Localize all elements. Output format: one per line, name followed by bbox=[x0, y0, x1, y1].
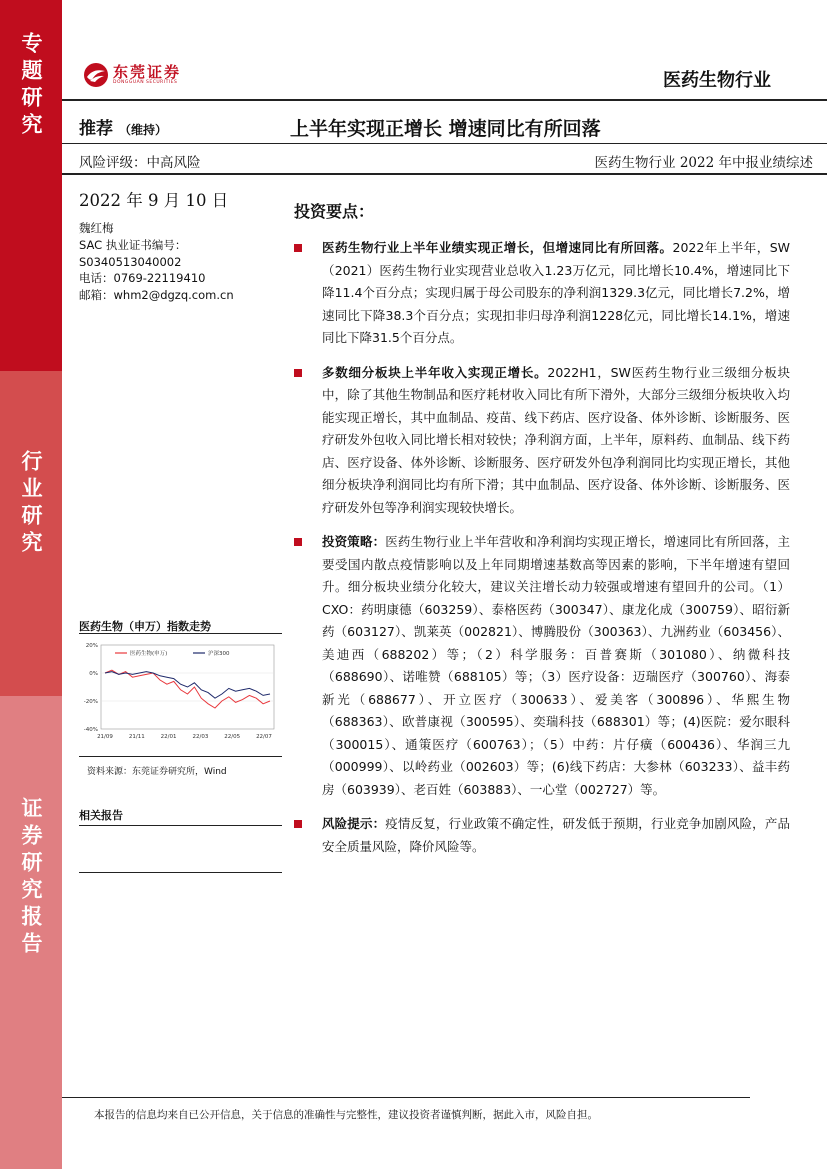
report-title: 上半年实现正增长 增速同比有所回落 bbox=[290, 118, 601, 140]
y-tick-label: 20% bbox=[85, 643, 98, 649]
legend-label: 医药生物(申万) bbox=[130, 651, 168, 657]
x-tick-label: 22/05 bbox=[224, 734, 241, 740]
analyst-info bbox=[79, 220, 234, 304]
industry-label: 医药生物行业 bbox=[663, 70, 771, 91]
side-label-industry: 行业研究 bbox=[19, 449, 43, 558]
x-tick-label: 21/09 bbox=[97, 734, 113, 740]
side-label-topic: 专题研究 bbox=[19, 31, 43, 140]
key-point-text: 2022年上半年，SW（2021）医药生物行业实现营业总收入1.23万亿元，同比增长10.4%，增速同比下降11.4个百分点；实现归属于母公司股东的净利润1329.3亿元，同比增长7.2%，增速同比下降38.3个百分点；实现扣非归母净利润1228亿元，同比增长14.1%，增速同比下降31.5个百分点。 bbox=[322, 240, 790, 345]
analyst-name: 魏红梅 bbox=[79, 221, 114, 235]
side-band-report bbox=[0, 696, 62, 1169]
analyst-phone: 电话：0769-22119410 bbox=[79, 271, 206, 286]
risk-rating: 风险评级：中高风险 bbox=[79, 155, 201, 171]
chart-title: 医药生物（申万）指数走势 bbox=[79, 620, 211, 633]
footer-divider bbox=[62, 1097, 750, 1098]
key-point-text: 疫情反复，行业政策不确定性，研发低于预期，行业竞争加剧风险，产品安全质量风险，降价风险等。 bbox=[322, 816, 790, 854]
rating-sub: （维持） bbox=[119, 123, 168, 137]
key-point-4 bbox=[322, 813, 790, 858]
rating-value: 推荐 bbox=[79, 119, 113, 139]
x-tick-label: 22/07 bbox=[256, 734, 272, 740]
title-divider bbox=[62, 143, 827, 144]
chart-top-rule bbox=[79, 633, 282, 634]
y-tick-label: -40% bbox=[83, 727, 98, 733]
logo-name-en: DONGGUAN SECURITIES bbox=[113, 80, 178, 85]
x-tick-label: 21/11 bbox=[128, 734, 145, 740]
key-point-3 bbox=[322, 531, 790, 801]
side-band-industry bbox=[0, 371, 62, 696]
report-subtitle: 医药生物行业 2022 年中报业绩综述 bbox=[594, 155, 813, 171]
side-band-topic bbox=[0, 0, 62, 371]
disclaimer: 本报告的信息均来自已公开信息，关于信息的准确性与完整性，建议投资者谨慎判断，据此入市，风险自担。 bbox=[94, 1109, 598, 1121]
index-chart-svg bbox=[79, 637, 282, 749]
key-point-lead: 投资策略： bbox=[322, 534, 386, 549]
logo-icon bbox=[83, 62, 109, 88]
subtitle-divider bbox=[62, 173, 827, 175]
rating bbox=[79, 114, 167, 139]
legend-label: 沪深300 bbox=[208, 651, 230, 657]
key-point-lead: 风险提示： bbox=[322, 816, 386, 831]
x-tick-label: 22/01 bbox=[160, 734, 177, 740]
index-chart bbox=[79, 637, 282, 749]
key-points-list bbox=[322, 237, 790, 870]
header-divider bbox=[62, 99, 827, 101]
chart-source: 资料来源：东莞证券研究所，Wind bbox=[87, 767, 227, 777]
related-reports-heading: 相关报告 bbox=[79, 809, 123, 822]
analyst-email: 邮箱：whm2@dgzq.com.cn bbox=[79, 288, 234, 303]
y-tick-label: -20% bbox=[83, 699, 98, 705]
cert-label: SAC 执业证书编号： bbox=[79, 237, 187, 252]
key-point-lead: 多数细分板块上半年收入实现正增长。 bbox=[322, 364, 548, 380]
key-point-text: 2022H1，SW医药生物行业三级细分板块中，除了其他生物制品和医疗耗材收入同比有所下滑外，大部分三级细分板块收入均能实现正增长，其中血制品、疫苗、线下药店、医疗设备、体外诊断、诊断服务、医疗研发外包收入同比增长相对较快；净利润方面，上半年，原料药、血制品、线下药店、医疗设备、体外诊断、诊断服务、医疗研发外包净利润同比均实现正增长，其他细分板块净利润同比均有所下滑；其中血制品、医疗设备、体外诊断、诊断服务、医疗研发外包等净利润实现较快增长。 bbox=[322, 364, 790, 515]
key-point-lead: 医药生物行业上半年业绩实现正增长，但增速同比有所回落。 bbox=[322, 240, 673, 255]
side-label-report: 证券研究报告 bbox=[19, 796, 43, 959]
company-logo bbox=[83, 62, 181, 88]
key-point-1 bbox=[322, 237, 790, 350]
y-tick-label: 0% bbox=[89, 671, 98, 677]
cert-number: S0340513040002 bbox=[79, 254, 182, 269]
x-tick-label: 22/03 bbox=[192, 734, 209, 740]
key-point-text: 医药生物行业上半年营收和净利润均实现正增长，增速同比有所回落，主要受国内散点疫情影响以及上年同期增速基数高等因素的影响，下半年增速有望回升。细分板块业绩分化较大，建议关注增长动力较强或增速有望回升的公司。（1）CXO：药明康德（603259）、泰格医药（300347）、康龙化成（300759）、昭衍新药（603127）、凯莱英（002821）、博腾股份（300363）、九洲药业（603456）、美迪西（688202）等；（2）科学服务：百普赛斯（301080）、纳微科技（688690）、诺唯赞（688105）等；（3）医疗设备：迈瑞医疗（300760）、海泰新光（688677）、开立医疗（300633）、爱美客（300896）、华熙生物（688363）、欧普康视（300595）、奕瑞科技（688301）等；(4)医院：爱尔眼科（300015）、通策医疗（600763）；（5）中药：片仔癀（600436）、华润三九（000999）、以岭药业（002603）等；(6)线下药店：大参林（603233）、益丰药房（603939）、老百姓（603883）、一心堂（002727）等。 bbox=[322, 534, 790, 797]
chart-bottom-rule bbox=[79, 756, 282, 757]
report-date: 2022 年 9 月 10 日 bbox=[79, 191, 229, 210]
key-points-heading: 投资要点： bbox=[294, 202, 375, 221]
related-top-rule bbox=[79, 825, 282, 826]
logo-name-cn: 东莞证券 bbox=[113, 63, 182, 81]
key-point-2 bbox=[322, 362, 790, 520]
related-bottom-rule bbox=[79, 872, 282, 873]
